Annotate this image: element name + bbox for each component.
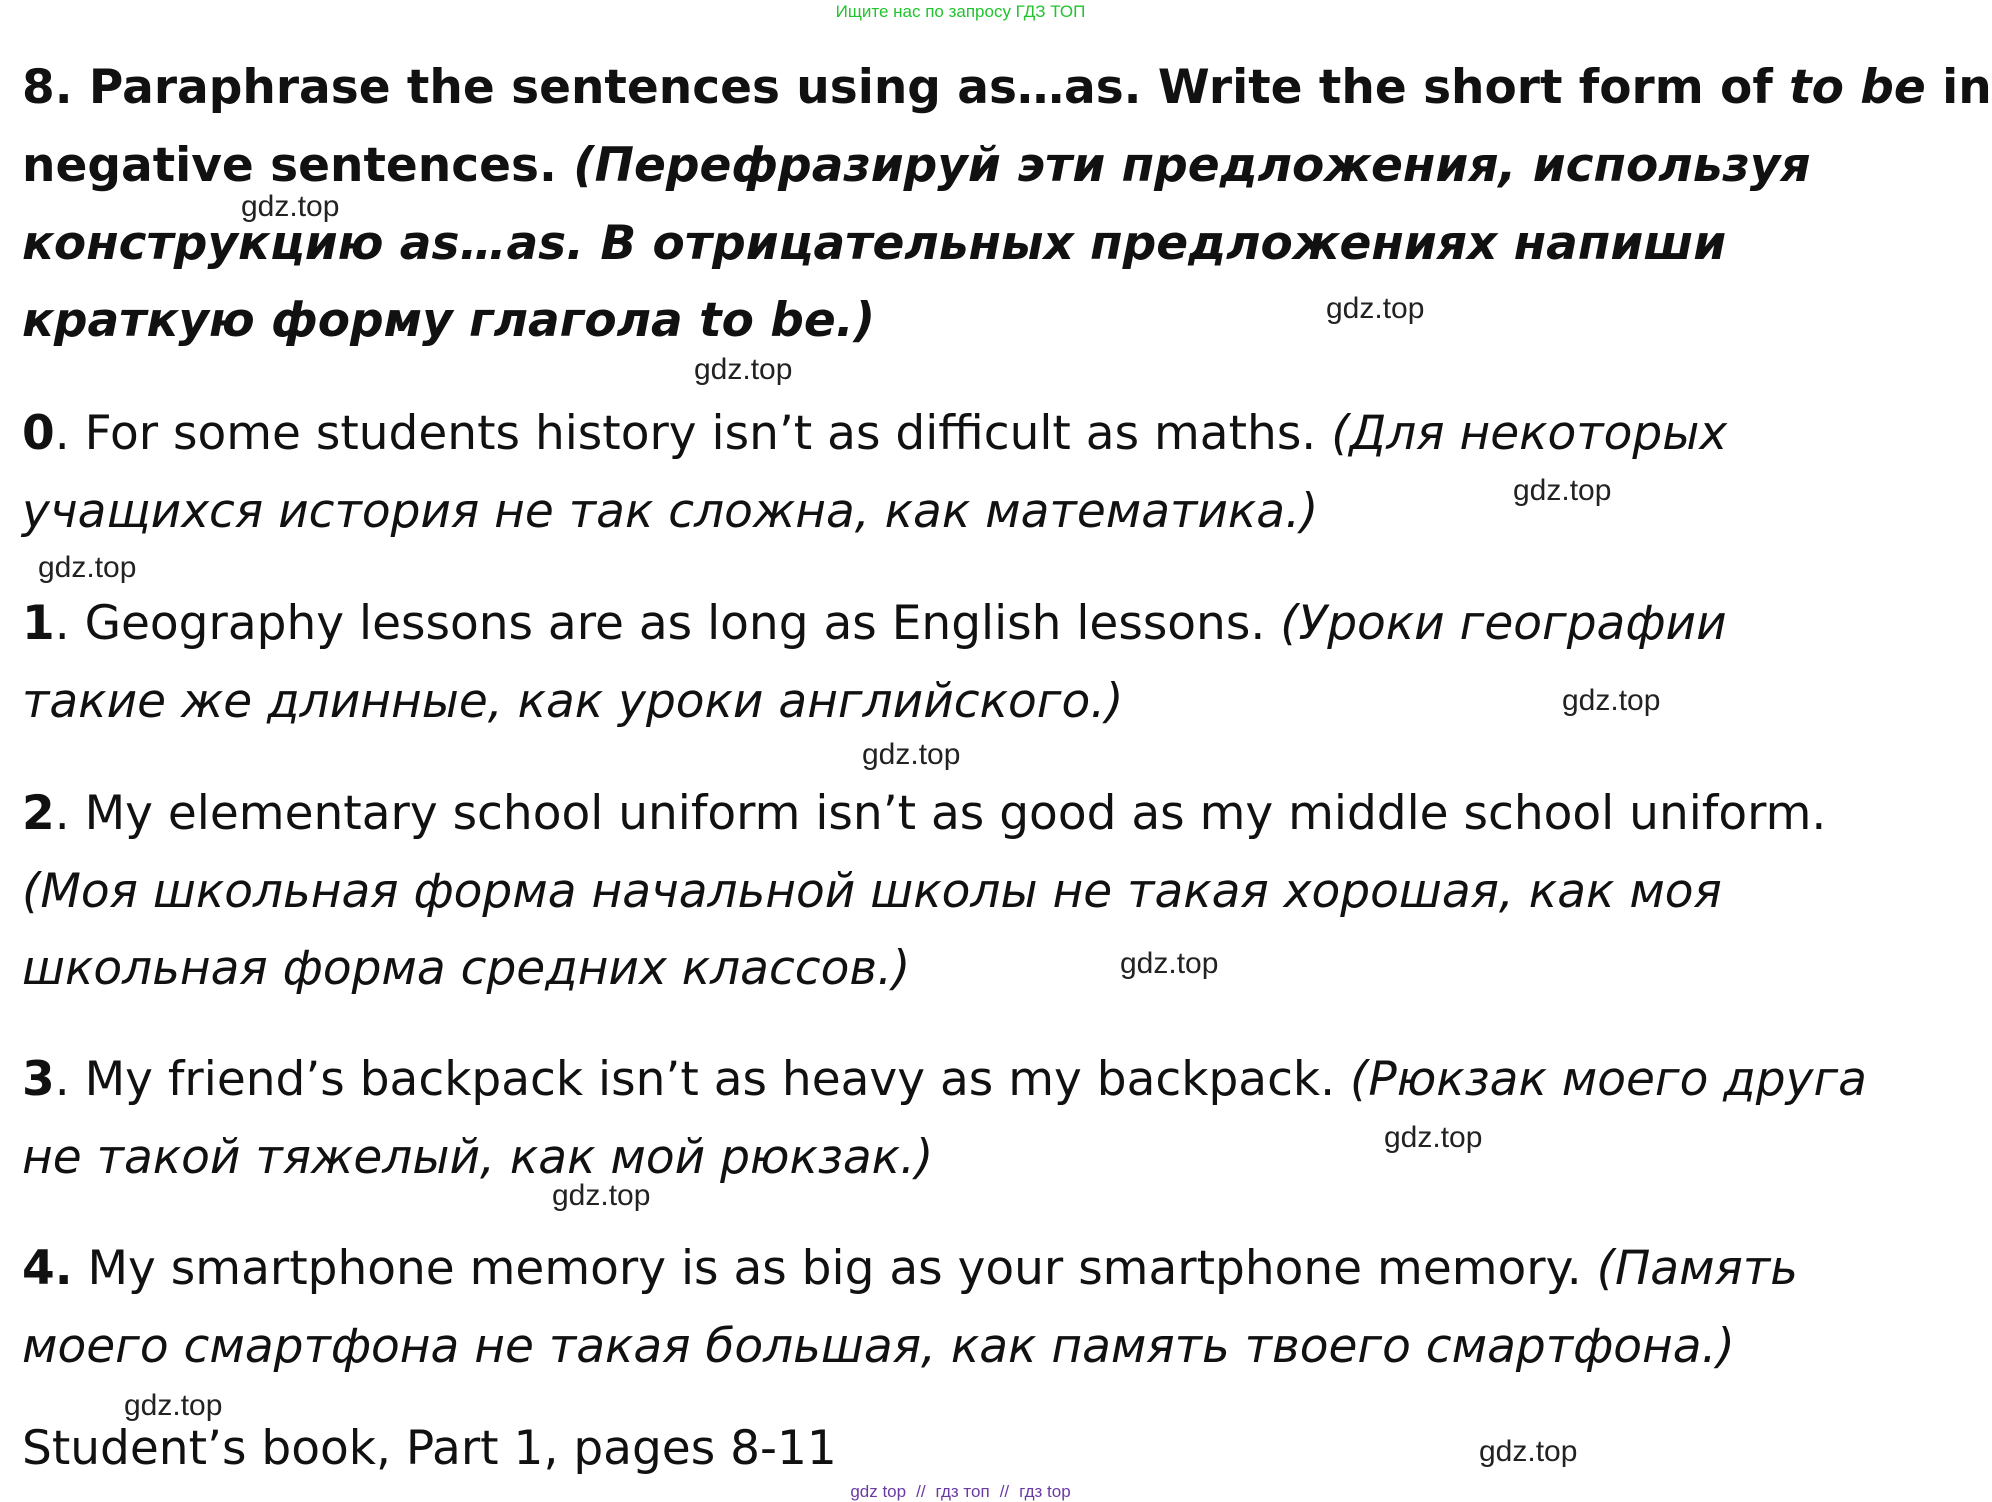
item-1-line-2: такие же длинные, как уроки английского.)	[22, 674, 1124, 729]
item-2-line-3: школьная форма средних классов.)	[22, 941, 911, 996]
item-translation: (Уроки географии	[1280, 596, 1727, 651]
task-line-4: краткую форму глагола to be.)	[22, 293, 876, 348]
watermark: gdz.top	[694, 353, 793, 386]
item-2-line-1	[22, 786, 1827, 841]
watermark: gdz.top	[1326, 292, 1425, 325]
watermark: gdz.top	[124, 1389, 223, 1422]
item-4-line-1	[22, 1241, 1798, 1296]
task-line-1	[22, 60, 1992, 115]
top-banner: Ищите нас по запросу ГДЗ ТОП	[835, 2, 1086, 21]
watermark: gdz.top	[1384, 1121, 1483, 1154]
watermark: gdz.top	[241, 190, 340, 223]
task-line-2	[22, 138, 1811, 193]
watermark: gdz.top	[38, 551, 137, 584]
watermark: gdz.top	[862, 738, 961, 771]
item-english: . My elementary school uniform isn’t as good as my middle school uniform.	[54, 786, 1827, 841]
item-english: . For some students history isn’t as difficult as maths.	[54, 406, 1332, 461]
item-4-line-2: моего смартфона не такая большая, как память твоего смартфона.)	[22, 1319, 1735, 1374]
footer-link-gdz-top-mixed[interactable]: гдз top	[1019, 1482, 1071, 1501]
item-0-line-2: учащихся история не так сложна, как математика.)	[22, 484, 1319, 539]
item-translation: (Для некоторых	[1331, 406, 1728, 461]
footer-separator: //	[916, 1482, 926, 1501]
source-reference: Student’s book, Part 1, pages 8-11	[22, 1421, 837, 1476]
item-3-line-1	[22, 1052, 1867, 1107]
task-translation-1: (Перефразируй эти предложения, используя	[573, 138, 1811, 193]
footer-link-gdz-top[interactable]: gdz top	[850, 1482, 907, 1501]
watermark: gdz.top	[1479, 1435, 1578, 1468]
item-3-line-2: не такой тяжелый, как мой рюкзак.)	[22, 1130, 934, 1185]
task-line-3: конструкцию as…as. В отрицательных предложениях напиши	[22, 216, 1727, 271]
item-translation: (Рюкзак моего друга	[1350, 1052, 1867, 1107]
item-number: 0	[22, 406, 55, 461]
task-title-cont: negative sentences.	[22, 138, 574, 193]
item-1-line-1	[22, 596, 1727, 651]
item-number: 2	[22, 786, 55, 841]
item-english: My smartphone memory is as big as your smartphone memory.	[72, 1241, 1597, 1296]
watermark: gdz.top	[552, 1179, 651, 1212]
watermark: gdz.top	[1120, 947, 1219, 980]
watermark: gdz.top	[1513, 474, 1612, 507]
item-english: . My friend’s backpack isn’t as heavy as my backpack.	[54, 1052, 1351, 1107]
footer-links	[0, 1482, 1921, 1502]
item-2-line-2: (Моя школьная форма начальной школы не такая хорошая, как моя	[22, 864, 1722, 919]
watermark: gdz.top	[1562, 684, 1661, 717]
item-number: 1	[22, 596, 55, 651]
footer-link-gdz-top-ru[interactable]: гдз топ	[935, 1482, 990, 1501]
task-title-end: in	[1925, 60, 1992, 115]
item-number: 4.	[22, 1241, 73, 1296]
task-to-be: to be	[1789, 60, 1926, 115]
item-english: . Geography lessons are as long as English lessons.	[54, 596, 1281, 651]
item-0-line-1	[22, 406, 1728, 461]
item-number: 3	[22, 1052, 55, 1107]
item-translation: (Память	[1596, 1241, 1798, 1296]
footer-separator: //	[999, 1482, 1010, 1501]
task-title-text: 8. Paraphrase the sentences using as…as. Write the short form of	[22, 60, 1790, 115]
